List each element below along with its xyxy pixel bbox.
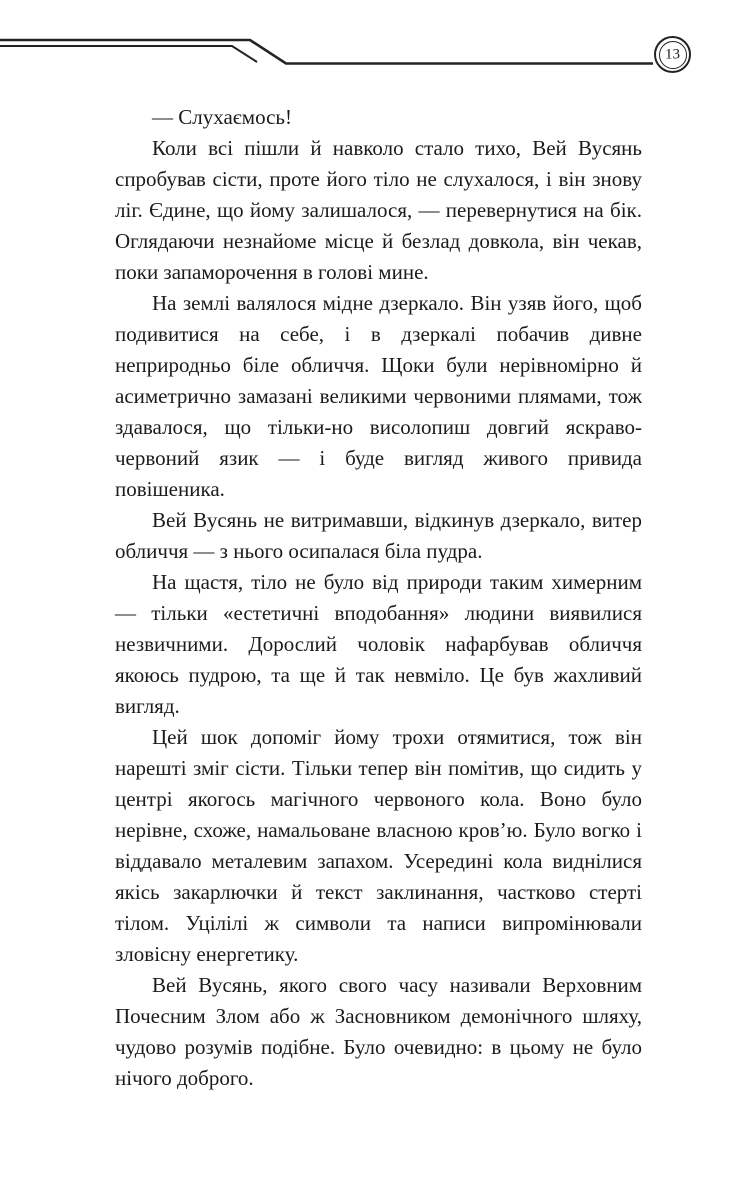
page-text	[115, 102, 642, 1094]
paragraph: На землі валялося мідне дзеркало. Він узяв його, щоб подивитися на себе, і в дзеркалі побачив дивне неприродньо біле обличчя. Щоки були нерівномірно й асиметрично замазані великими червоними плямами, тож здавалося, що тільки-но висолопиш довгий яскраво-червоний язик — і буде вигляд живого привида повішеника.	[115, 291, 642, 501]
page-number: 13	[665, 46, 680, 63]
page-number-badge	[654, 36, 691, 73]
paragraph: Коли всі пішли й навколо стало тихо, Вей Вусянь спробував сісти, проте його тіло не слухалося, і він знову ліг. Єдине, що йому залишалося, — перевернутися на бік. Оглядаючи незнайоме місце й безлад довкола, він чекав, поки запаморочення в голові мине.	[115, 136, 642, 284]
paragraph: На щастя, тіло не було від природи таким химерним — тільки «естетичні вподобання» людини виявилися незвичними. Дорослий чоловік нафарбував обличчя якоюсь пудрою, та ще й так невміло. Це був жахливий вигляд.	[115, 570, 642, 718]
paragraph: Цей шок допоміг йому трохи отямитися, тож він нарешті зміг сісти. Тільки тепер він помітив, що сидить у центрі якогось магічного червоного кола. Воно було нерівне, схоже, намальоване власною кров’ю. Було вогко і віддавало металевим запахом. Усередині кола виднілися якісь закарлючки й текст заклинання, частково стерті тілом. Уцілілі ж символи та написи випромінювали зловісну енергетику.	[115, 725, 642, 966]
header-ornament-rule	[0, 0, 756, 90]
paragraph: Вей Вусянь, якого свого часу називали Верховним Почесним Злом або ж Засновником демонічного шляху, чудово розумів подібне. Було очевидно: в цьому не було нічого доброго.	[115, 973, 642, 1090]
paragraph: Вей Вусянь не витримавши, відкинув дзеркало, витер обличчя — з нього осипалася біла пудра.	[115, 508, 642, 563]
paragraph-dialogue: — Слухаємось!	[152, 105, 292, 129]
page-number-inner-ring	[659, 41, 687, 69]
